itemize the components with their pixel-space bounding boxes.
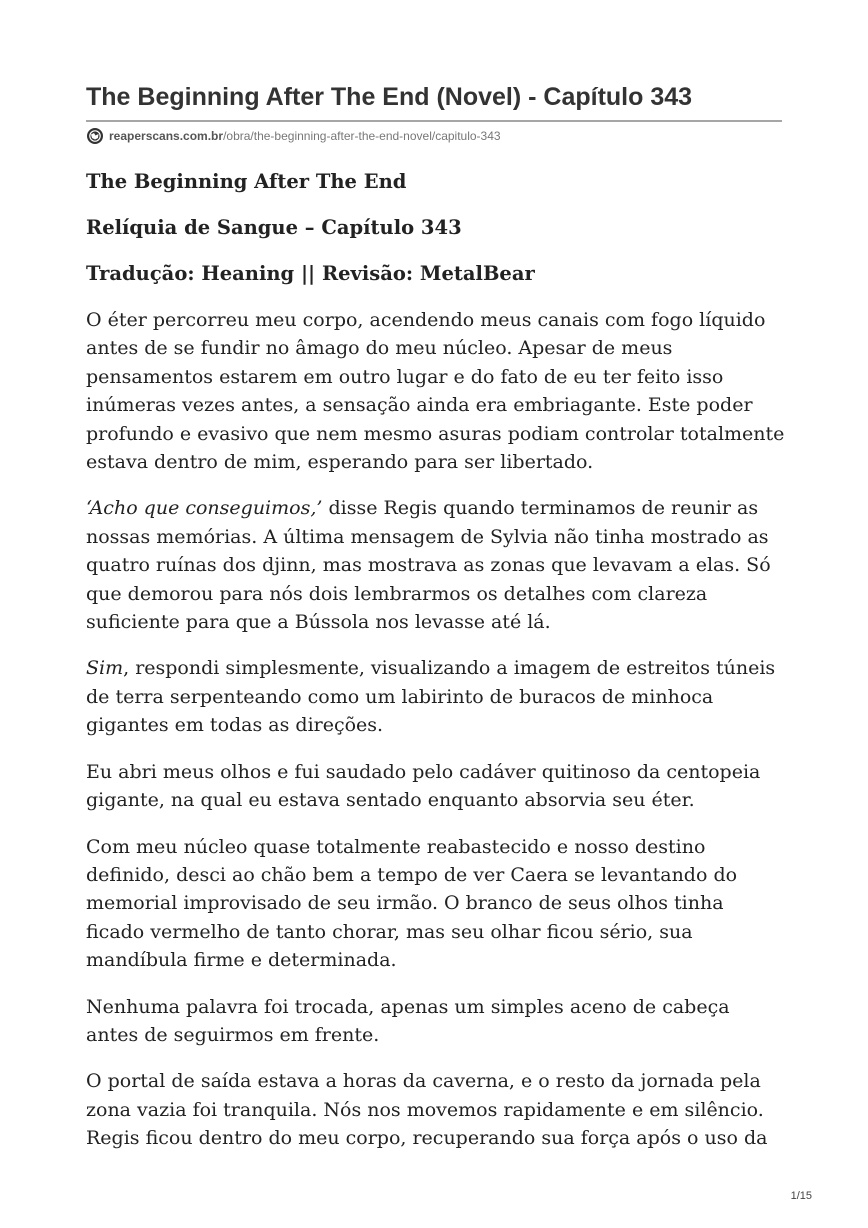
page-title: The Beginning After The End (Novel) - Capítulo 343 [86, 83, 693, 111]
source-domain[interactable]: reaperscans.com.br [109, 129, 224, 143]
paragraph-2-text: disse Regis quando terminamos de reunir as nossas memórias. A última mensagem de Sylvia não tinha mostrado as quatro ruínas dos djinn, mas mostrava as zonas que levavam a elas. Só que demorou para nós dois lembrarmos os detalhes com clareza suficiente para que a Bússola nos levasse até lá. [86, 497, 771, 634]
paragraph-4: Eu abri meus olhos e fui saudado pelo cadáver quitinoso da centopeia gigante, na qual eu estava sentado enquanto absorvia seu éter. [86, 760, 761, 812]
paragraph-2-italic: ‘Acho que conseguimos,’ [86, 497, 323, 520]
title-divider [86, 120, 782, 122]
paragraph-3 [86, 654, 786, 739]
page-number: 1/15 [790, 1190, 812, 1202]
source-path[interactable]: /obra/the-beginning-after-the-end-novel/capitulo-343 [223, 129, 501, 143]
paragraph-6: Nenhuma palavra foi trocada, apenas um simples aceno de cabeça antes de seguirmos em frente. [86, 995, 730, 1046]
series-heading: The Beginning After The End [86, 170, 407, 193]
paragraph-5: Com meu núcleo quase totalmente reabastecido e nosso destino definido, desci ao chão bem a tempo de ver Caera se levantando do memorial improvisado de seu irmão. O branco de seus olhos tinha ficado vermelho de tanto chorar, mas seu olhar ficou sério, sua mandíbula firme e determinada. [86, 835, 738, 972]
paragraph-2 [86, 494, 786, 636]
paragraph-7: O portal de saída estava a horas da caverna, e o resto da jornada pela zona vazia foi tranquila. Nós nos movemos rapidamente e em silêncio. Regis ficou dentro do meu corpo, recuperando sua força após o uso da [86, 1070, 768, 1150]
globe-icon [86, 127, 104, 145]
credits-heading: Tradução: Heaning || Revisão: MetalBear [86, 262, 535, 285]
paragraph-3-italic: Sim [86, 657, 124, 680]
chapter-heading: Relíquia de Sangue – Capítulo 343 [86, 216, 462, 239]
article-body [86, 168, 786, 1171]
paragraph-3-text: , respondi simplesmente, visualizando a imagem de estreitos túneis de terra serpenteando como um labirinto de buracos de minhoca gigantes em todas as direções. [86, 657, 776, 737]
source-url[interactable] [86, 126, 501, 146]
paragraph-1: O éter percorreu meu corpo, acendendo meus canais com fogo líquido antes de se fundir no âmago do meu núcleo. Apesar de meus pensamentos estarem em outro lugar e do fato de eu ter feito isso inúmeras vezes antes, a sensação ainda era embriagante. Este poder profundo e evasivo que nem mesmo asuras podiam controlar totalmente estava dentro de mim, esperando para ser libertado. [86, 309, 785, 474]
